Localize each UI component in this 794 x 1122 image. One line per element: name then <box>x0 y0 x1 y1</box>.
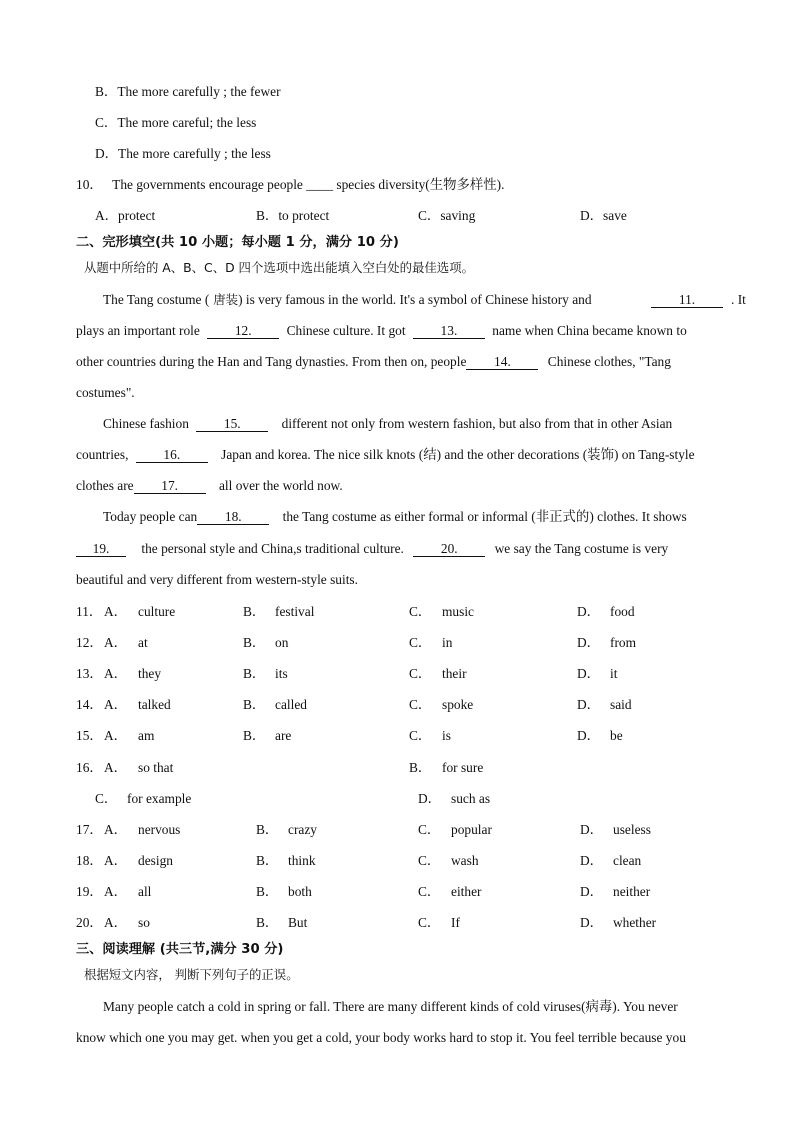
option-label-c: C． <box>418 915 441 930</box>
question-number: 20． <box>76 915 103 930</box>
passage-line-3 <box>76 353 671 371</box>
passage-line-2 <box>76 322 687 340</box>
option-b: think <box>288 853 316 868</box>
option-b: on <box>275 635 289 650</box>
passage-line-1 <box>103 291 592 309</box>
q10-number: 10． <box>76 177 103 192</box>
option-label-a: A． <box>104 666 128 681</box>
passage-line-9 <box>76 540 668 558</box>
question-number: 13． <box>76 666 103 681</box>
q10-option-c: C．saving <box>418 208 476 223</box>
q16-label-a: A． <box>104 760 128 775</box>
option-a: all <box>138 884 152 899</box>
option-d: neither <box>613 884 651 899</box>
passage-text: the personal style and China,s traditional culture. <box>141 541 404 556</box>
question-number: 19． <box>76 884 103 899</box>
reading-text: know which one you may get. when you get a cold, your body works hard to stop it. You feel terrible because you <box>76 1030 686 1045</box>
passage-text: Chinese culture. It got <box>286 323 406 338</box>
option-label-a: A． <box>104 604 128 619</box>
question-number: 14． <box>76 697 103 712</box>
blank-13: 13. <box>413 323 485 339</box>
question-number: 18． <box>76 853 103 868</box>
q10-option-a: A．protect <box>95 208 156 223</box>
option-d: whether <box>613 915 657 930</box>
reading-line-1 <box>103 998 678 1016</box>
option-label-d: D． <box>577 604 601 619</box>
passage-text: plays an important role <box>76 323 200 338</box>
option-label-d: D． <box>577 635 601 650</box>
q10-text-pre: The governments encourage people <box>112 177 303 192</box>
option-c: in <box>442 635 453 650</box>
option-d: from <box>610 635 637 650</box>
blank-12: 12. <box>207 323 279 339</box>
passage-line-6 <box>76 446 695 464</box>
q10-option-b: B．to protect <box>256 208 330 223</box>
q9-option-c: C．The more careful; the less <box>95 115 257 130</box>
passage-line-5 <box>103 415 672 433</box>
option-label-a: A． <box>104 697 128 712</box>
q10-blank: ____ <box>306 177 334 192</box>
option-label-b: B． <box>243 728 266 743</box>
option-a: talked <box>138 697 171 712</box>
blank-20: 20. <box>413 541 485 557</box>
blank-11 <box>651 291 723 309</box>
option-label-a: A． <box>104 915 128 930</box>
option-label-c: C． <box>409 635 432 650</box>
q16-option-a: so that <box>138 760 174 775</box>
option-label-b: B． <box>243 635 266 650</box>
option-label-b: B． <box>243 604 266 619</box>
option-b: its <box>275 666 288 681</box>
passage-text: . It <box>731 292 746 307</box>
option-label-c: C． <box>418 853 441 868</box>
passage-text: we say the Tang costume is very <box>494 541 669 556</box>
q10-text-post: species diversity(生物多样性). <box>336 177 505 192</box>
passage-line-8 <box>103 508 687 526</box>
passage-text: different not only from western fashion, but also from that in other Asian <box>281 416 673 431</box>
option-c: their <box>442 666 467 681</box>
option-label-d: D． <box>577 666 601 681</box>
section2-title: 二、完形填空(共 10 小题；每小题 1 分，满分 10 分) <box>76 235 399 250</box>
option-b: But <box>288 915 308 930</box>
section2-instructions: 从题中所给的 A、B、C、D 四个选项中选出能填入空白处的最佳选项。 <box>84 260 474 275</box>
passage-text: name when China became known to <box>492 323 687 338</box>
option-a: at <box>138 635 148 650</box>
option-label-b: B． <box>243 666 266 681</box>
reading-text: Many people catch a cold in spring or fall. There are many different kinds of cold viruses(病毒). You never <box>103 999 678 1014</box>
q16-option-b: for sure <box>442 760 484 775</box>
option-a: nervous <box>138 822 181 837</box>
option-label-d: D． <box>580 915 604 930</box>
option-d: be <box>610 728 623 743</box>
passage-text: clothes are <box>76 478 134 493</box>
passage-text-zh: 唐装 <box>213 292 239 307</box>
q16-option-d: such as <box>451 791 491 806</box>
option-b: festival <box>275 604 315 619</box>
option-label-b: B． <box>256 822 279 837</box>
passage-text: other countries during the Han and Tang dynasties. From then on, people <box>76 354 467 369</box>
option-b: called <box>275 697 307 712</box>
option-c: wash <box>451 853 479 868</box>
option-d: said <box>610 697 632 712</box>
option-c: spoke <box>442 697 474 712</box>
option-c: either <box>451 884 482 899</box>
section3-instructions: 根据短文内容， 判断下列句子的正误。 <box>84 967 299 982</box>
option-label-a: A． <box>104 884 128 899</box>
option-label-a: A． <box>104 728 128 743</box>
option-b: both <box>288 884 312 899</box>
option-c: is <box>442 728 451 743</box>
blank-17: 17. <box>134 478 206 494</box>
option-label-c: C． <box>418 822 441 837</box>
option-label-b: B． <box>256 915 279 930</box>
passage-text: ) is very famous in the world. It's a symbol of Chinese history and <box>238 292 592 307</box>
option-a: design <box>138 853 173 868</box>
q9-option-d: D．The more carefully ; the less <box>95 146 271 161</box>
question-number: 17． <box>76 822 103 837</box>
passage-text: Today people can <box>103 509 198 524</box>
option-label-c: C． <box>409 666 432 681</box>
option-label-c: C． <box>409 604 432 619</box>
passage-line-4: costumes". <box>76 385 135 400</box>
option-label-d: D． <box>580 853 604 868</box>
option-a: am <box>138 728 155 743</box>
option-b: are <box>275 728 292 743</box>
q10-option-d: D．save <box>580 208 627 223</box>
option-label-b: B． <box>256 884 279 899</box>
blank-19: 19. <box>76 541 126 557</box>
reading-line-2 <box>76 1029 686 1047</box>
option-c: If <box>451 915 460 930</box>
option-label-a: A． <box>104 853 128 868</box>
passage-text: all over the world now. <box>218 478 343 493</box>
option-b: crazy <box>288 822 317 837</box>
option-c: popular <box>451 822 492 837</box>
option-label-c: C． <box>409 697 432 712</box>
q10-stem <box>76 176 505 194</box>
passage-text: countries, <box>76 447 129 462</box>
option-a: they <box>138 666 162 681</box>
option-d: clean <box>613 853 642 868</box>
question-number: 12． <box>76 635 103 650</box>
option-d: food <box>610 604 635 619</box>
option-label-b: B． <box>256 853 279 868</box>
passage-text: Japan and korea. The nice silk knots (结) and the other decorations (装饰) on Tang-style <box>221 447 695 462</box>
option-a: so <box>138 915 150 930</box>
q16-label-b: B． <box>409 760 432 775</box>
passage-line-10: beautiful and very different from western-style suits. <box>76 572 358 587</box>
option-label-d: D． <box>580 822 604 837</box>
option-d: useless <box>613 822 651 837</box>
passage-text: the Tang costume as either formal or informal (非正式的) clothes. It shows <box>282 509 687 524</box>
passage-text: Chinese clothes, "Tang <box>547 354 671 369</box>
blank-15: 15. <box>196 416 268 432</box>
q16-option-c: for example <box>127 791 192 806</box>
option-d: it <box>610 666 618 681</box>
passage-text: Chinese fashion <box>103 416 189 431</box>
q16-label-c: C． <box>95 791 118 806</box>
q16-number: 16． <box>76 760 103 775</box>
option-label-d: D． <box>577 697 601 712</box>
option-c: music <box>442 604 474 619</box>
option-label-d: D． <box>580 884 604 899</box>
option-label-c: C． <box>409 728 432 743</box>
q16-label-d: D． <box>418 791 442 806</box>
question-number: 15． <box>76 728 103 743</box>
option-label-d: D． <box>577 728 601 743</box>
blank-16: 16. <box>136 447 208 463</box>
section3-title: 三、阅读理解 (共三节,满分 30 分) <box>76 942 284 957</box>
passage-text: The Tang costume ( <box>103 292 210 307</box>
option-label-a: A． <box>104 635 128 650</box>
option-label-c: C． <box>418 884 441 899</box>
option-label-b: B． <box>243 697 266 712</box>
option-label-a: A． <box>104 822 128 837</box>
passage-line-7 <box>76 477 343 495</box>
q9-option-b: B．The more carefully ; the fewer <box>95 84 281 99</box>
question-number: 11． <box>76 604 103 619</box>
blank-14: 14. <box>466 354 538 370</box>
option-a: culture <box>138 604 176 619</box>
blank-label: 11. <box>651 292 723 308</box>
blank-18: 18. <box>197 509 269 525</box>
